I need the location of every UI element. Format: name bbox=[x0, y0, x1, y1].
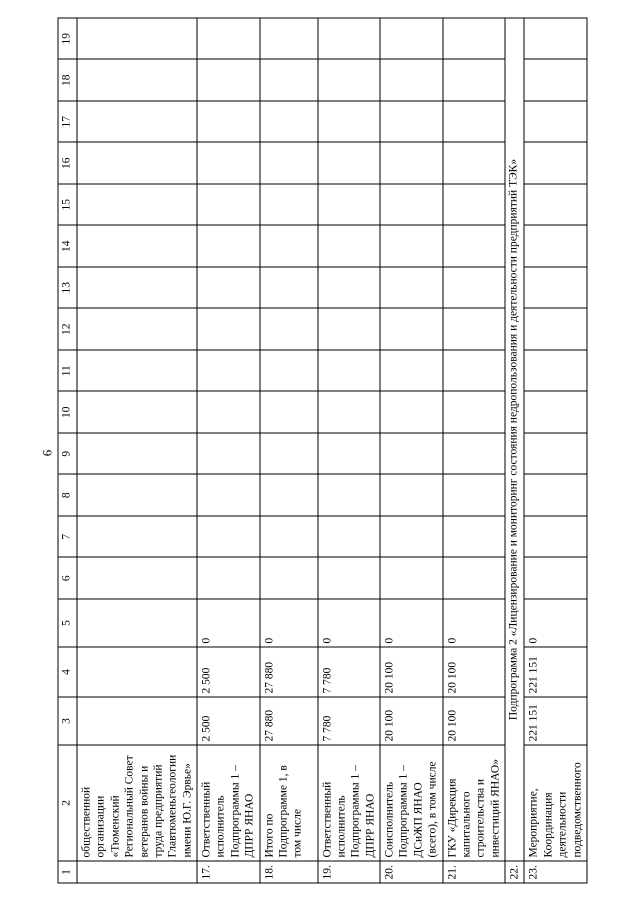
empty-cell bbox=[443, 309, 506, 351]
document-sheet bbox=[58, 18, 583, 884]
column-number-cell: 8 bbox=[58, 475, 77, 517]
column-number-cell: 19 bbox=[58, 18, 77, 60]
amount-col5-cell: 0 bbox=[197, 599, 260, 647]
empty-cell bbox=[197, 309, 260, 351]
empty-cell bbox=[260, 143, 318, 185]
empty-cell bbox=[524, 184, 587, 226]
empty-cell bbox=[443, 392, 506, 434]
empty-cell bbox=[260, 433, 318, 475]
empty-cell bbox=[380, 18, 443, 60]
empty-cell bbox=[77, 392, 197, 434]
column-number-cell: 16 bbox=[58, 143, 77, 185]
empty-cell bbox=[260, 516, 318, 558]
row-name-cell: Ответственный исполнитель Подпрограммы 1 – ДПРР ЯНАО bbox=[318, 745, 381, 861]
section-row bbox=[505, 18, 524, 883]
empty-cell bbox=[77, 226, 197, 268]
empty-cell bbox=[443, 350, 506, 392]
empty-cell bbox=[318, 392, 381, 434]
empty-cell bbox=[77, 60, 197, 102]
column-number-cell: 14 bbox=[58, 226, 77, 268]
empty-cell bbox=[380, 101, 443, 143]
total-amount-cell: 221 151 bbox=[524, 697, 587, 745]
empty-cell bbox=[318, 516, 381, 558]
empty-cell bbox=[318, 101, 381, 143]
empty-cell bbox=[524, 558, 587, 600]
amount-col5-cell: 0 bbox=[524, 599, 587, 647]
empty-cell bbox=[77, 143, 197, 185]
row-number-cell: 23. bbox=[524, 861, 587, 883]
empty-cell bbox=[318, 558, 381, 600]
empty-cell bbox=[197, 101, 260, 143]
empty-cell bbox=[318, 267, 381, 309]
column-number-cell: 18 bbox=[58, 60, 77, 102]
column-number-cell: 9 bbox=[58, 433, 77, 475]
empty-cell bbox=[524, 101, 587, 143]
total-amount-cell: 20 100 bbox=[380, 697, 443, 745]
amount-col4-cell bbox=[77, 647, 197, 697]
empty-cell bbox=[318, 60, 381, 102]
empty-cell bbox=[77, 516, 197, 558]
empty-cell bbox=[260, 475, 318, 517]
empty-cell bbox=[318, 350, 381, 392]
row-name-cell: Ответственный исполнитель Подпрограммы 1 – ДПРР ЯНАО bbox=[197, 745, 260, 861]
empty-cell bbox=[77, 101, 197, 143]
empty-cell bbox=[77, 18, 197, 60]
empty-cell bbox=[524, 309, 587, 351]
empty-cell bbox=[197, 516, 260, 558]
amount-col5-cell: 0 bbox=[380, 599, 443, 647]
subprogram-title: Подпрограмма 2 «Лицензирование и мониторинг состояния недропользования и деятельности предприятий ТЭК» bbox=[505, 18, 524, 861]
column-number-cell: 7 bbox=[58, 516, 77, 558]
empty-cell bbox=[443, 18, 506, 60]
table-row bbox=[260, 18, 318, 883]
table-row bbox=[524, 18, 587, 883]
empty-cell bbox=[318, 18, 381, 60]
column-number-cell: 2 bbox=[58, 745, 77, 861]
empty-cell bbox=[197, 475, 260, 517]
total-amount-cell bbox=[77, 697, 197, 745]
empty-cell bbox=[260, 184, 318, 226]
empty-cell bbox=[197, 18, 260, 60]
empty-cell bbox=[380, 309, 443, 351]
empty-cell bbox=[318, 226, 381, 268]
empty-cell bbox=[443, 516, 506, 558]
table-row bbox=[443, 18, 506, 883]
page-number: 6 bbox=[39, 449, 55, 457]
empty-cell bbox=[260, 267, 318, 309]
empty-cell bbox=[380, 516, 443, 558]
table-row bbox=[197, 18, 260, 883]
row-number-cell: 19. bbox=[318, 861, 381, 883]
empty-cell bbox=[524, 226, 587, 268]
row-number-cell: 20. bbox=[380, 861, 443, 883]
amount-col4-cell: 20 100 bbox=[380, 647, 443, 697]
row-number-cell: 22. bbox=[505, 861, 524, 883]
row-number-cell bbox=[77, 861, 197, 883]
empty-cell bbox=[380, 350, 443, 392]
empty-cell bbox=[197, 226, 260, 268]
program-table bbox=[58, 18, 588, 884]
empty-cell bbox=[197, 184, 260, 226]
row-name-cell: Соисполнитель Подпрограммы 1 – ДСиЖП ЯНАО (всего), в том числе bbox=[380, 745, 443, 861]
amount-col5-cell: 0 bbox=[318, 599, 381, 647]
empty-cell bbox=[380, 558, 443, 600]
column-number-cell: 15 bbox=[58, 184, 77, 226]
empty-cell bbox=[380, 226, 443, 268]
total-amount-cell: 7 780 bbox=[318, 697, 381, 745]
column-number-cell: 1 bbox=[58, 861, 77, 883]
empty-cell bbox=[197, 350, 260, 392]
empty-cell bbox=[318, 143, 381, 185]
row-name-cell: общественной организации «Тюменский Региональный Совет ветеранов войны и труда предприятий Главтюменьгеологии имени Ю.Г. Эрвье» bbox=[77, 745, 197, 861]
amount-col5-cell: 0 bbox=[443, 599, 506, 647]
amount-col4-cell: 27 880 bbox=[260, 647, 318, 697]
empty-cell bbox=[197, 267, 260, 309]
row-number-cell: 18. bbox=[260, 861, 318, 883]
row-name-cell: Мероприятие, Координация деятельности подведомственного bbox=[524, 745, 587, 861]
column-number-cell: 4 bbox=[58, 647, 77, 697]
empty-cell bbox=[380, 60, 443, 102]
empty-cell bbox=[77, 309, 197, 351]
empty-cell bbox=[318, 433, 381, 475]
empty-cell bbox=[380, 475, 443, 517]
amount-col5-cell: 0 bbox=[260, 599, 318, 647]
table-row bbox=[318, 18, 381, 883]
empty-cell bbox=[380, 433, 443, 475]
empty-cell bbox=[77, 558, 197, 600]
row-number-cell: 21. bbox=[443, 861, 506, 883]
total-amount-cell: 20 100 bbox=[443, 697, 506, 745]
empty-cell bbox=[443, 226, 506, 268]
table-row bbox=[380, 18, 443, 883]
empty-cell bbox=[524, 350, 587, 392]
empty-cell bbox=[77, 475, 197, 517]
empty-cell bbox=[443, 475, 506, 517]
column-number-cell: 6 bbox=[58, 558, 77, 600]
empty-cell bbox=[524, 143, 587, 185]
total-amount-cell: 2 500 bbox=[197, 697, 260, 745]
empty-cell bbox=[524, 475, 587, 517]
column-number-cell: 11 bbox=[58, 350, 77, 392]
empty-cell bbox=[260, 558, 318, 600]
amount-col4-cell: 221 151 bbox=[524, 647, 587, 697]
empty-cell bbox=[443, 60, 506, 102]
empty-cell bbox=[197, 392, 260, 434]
empty-cell bbox=[524, 433, 587, 475]
empty-cell bbox=[260, 226, 318, 268]
empty-cell bbox=[77, 433, 197, 475]
empty-cell bbox=[77, 267, 197, 309]
empty-cell bbox=[318, 184, 381, 226]
column-number-cell: 12 bbox=[58, 309, 77, 351]
empty-cell bbox=[524, 516, 587, 558]
empty-cell bbox=[260, 309, 318, 351]
column-number-cell: 17 bbox=[58, 101, 77, 143]
empty-cell bbox=[197, 558, 260, 600]
empty-cell bbox=[524, 18, 587, 60]
amount-col5-cell bbox=[77, 599, 197, 647]
empty-cell bbox=[77, 350, 197, 392]
empty-cell bbox=[380, 143, 443, 185]
amount-col4-cell: 2 500 bbox=[197, 647, 260, 697]
empty-cell bbox=[260, 60, 318, 102]
row-name-cell: Итого по Подпрограмме 1, в том числе bbox=[260, 745, 318, 861]
total-amount-cell: 27 880 bbox=[260, 697, 318, 745]
row-name-cell: ГКУ «Дирекция капитального строительства и инвестиций ЯНАО» bbox=[443, 745, 506, 861]
empty-cell bbox=[443, 267, 506, 309]
column-number-row bbox=[58, 18, 77, 883]
empty-cell bbox=[443, 184, 506, 226]
amount-col4-cell: 7 780 bbox=[318, 647, 381, 697]
empty-cell bbox=[197, 143, 260, 185]
empty-cell bbox=[318, 309, 381, 351]
empty-cell bbox=[380, 267, 443, 309]
column-number-cell: 13 bbox=[58, 267, 77, 309]
empty-cell bbox=[318, 475, 381, 517]
row-number-cell: 17. bbox=[197, 861, 260, 883]
column-number-cell: 10 bbox=[58, 392, 77, 434]
empty-cell bbox=[260, 18, 318, 60]
empty-cell bbox=[197, 433, 260, 475]
table-row bbox=[77, 18, 197, 883]
empty-cell bbox=[260, 350, 318, 392]
column-number-cell: 3 bbox=[58, 697, 77, 745]
empty-cell bbox=[260, 101, 318, 143]
empty-cell bbox=[197, 60, 260, 102]
empty-cell bbox=[443, 558, 506, 600]
empty-cell bbox=[380, 184, 443, 226]
empty-cell bbox=[524, 267, 587, 309]
empty-cell bbox=[524, 60, 587, 102]
empty-cell bbox=[77, 184, 197, 226]
empty-cell bbox=[443, 433, 506, 475]
empty-cell bbox=[524, 392, 587, 434]
column-number-cell: 5 bbox=[58, 599, 77, 647]
empty-cell bbox=[260, 392, 318, 434]
empty-cell bbox=[443, 143, 506, 185]
amount-col4-cell: 20 100 bbox=[443, 647, 506, 697]
empty-cell bbox=[443, 101, 506, 143]
empty-cell bbox=[380, 392, 443, 434]
